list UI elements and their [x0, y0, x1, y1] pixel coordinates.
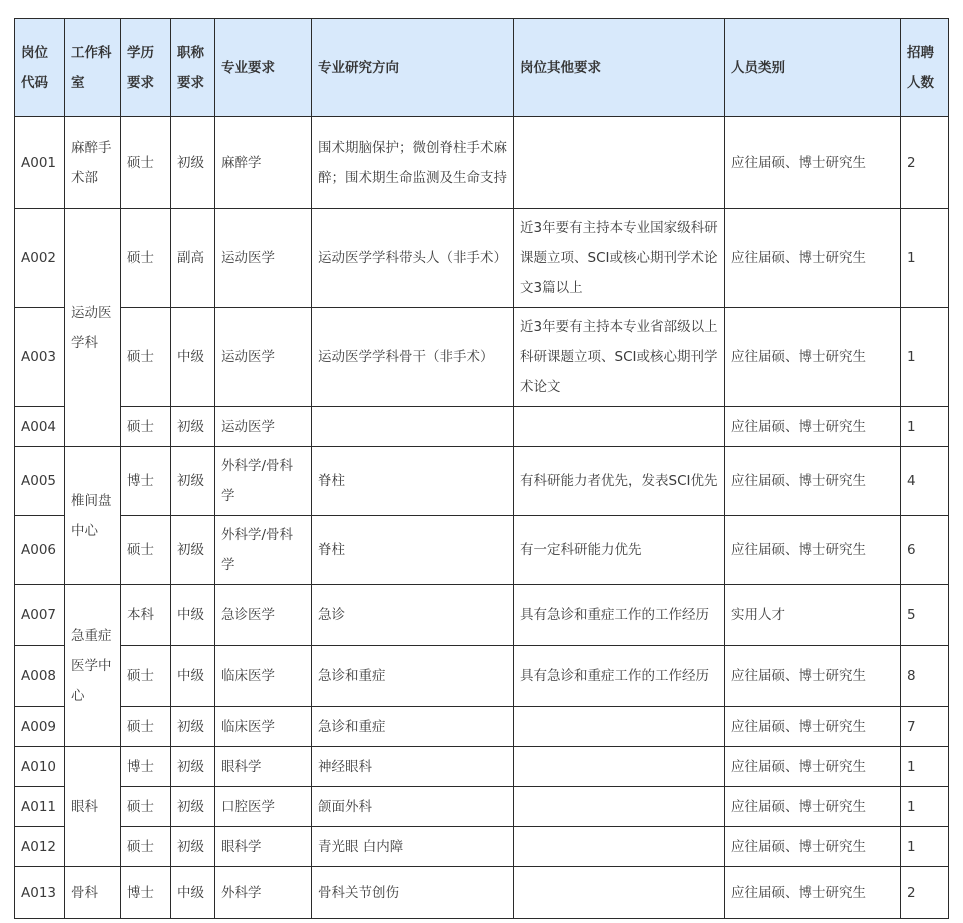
header-code: 岗位代码: [15, 19, 65, 117]
cell-edu: 硕士: [121, 646, 171, 707]
cell-other: 近3年要有主持本专业省部级以上科研课题立项、SCI或核心期刊学术论文: [514, 308, 725, 407]
cell-code: A006: [15, 516, 65, 585]
cell-count: 2: [901, 867, 949, 919]
cell-other: [514, 867, 725, 919]
cell-category: 应往届硕、博士研究生: [725, 209, 901, 308]
cell-title: 中级: [171, 585, 215, 646]
cell-direction: 围术期脑保护；微创脊柱手术麻醉；围术期生命监测及生命支持: [312, 117, 514, 209]
cell-direction: [312, 407, 514, 447]
cell-other: [514, 707, 725, 747]
cell-other: 有一定科研能力优先: [514, 516, 725, 585]
table-row: [15, 827, 949, 867]
cell-category: 应往届硕、博士研究生: [725, 646, 901, 707]
cell-major: 急诊医学: [215, 585, 312, 646]
cell-count: 1: [901, 747, 949, 787]
cell-edu: 博士: [121, 867, 171, 919]
cell-other: [514, 827, 725, 867]
header-category: 人员类别: [725, 19, 901, 117]
cell-code: A007: [15, 585, 65, 646]
table-row: [15, 585, 949, 646]
cell-title: 初级: [171, 407, 215, 447]
cell-other: 具有急诊和重症工作的工作经历: [514, 646, 725, 707]
cell-edu: 硕士: [121, 117, 171, 209]
cell-title: 中级: [171, 646, 215, 707]
cell-count: 1: [901, 787, 949, 827]
cell-dept: 眼科: [65, 747, 121, 867]
cell-code: A003: [15, 308, 65, 407]
cell-other: [514, 747, 725, 787]
cell-dept: 急重症医学中心: [65, 585, 121, 747]
table-row: [15, 407, 949, 447]
header-edu: 学历要求: [121, 19, 171, 117]
cell-title: 中级: [171, 867, 215, 919]
cell-title: 初级: [171, 117, 215, 209]
cell-edu: 硕士: [121, 407, 171, 447]
table-row: [15, 707, 949, 747]
cell-direction: 脊柱: [312, 447, 514, 516]
cell-title: 中级: [171, 308, 215, 407]
cell-edu: 硕士: [121, 209, 171, 308]
header-major: 专业要求: [215, 19, 312, 117]
cell-code: A010: [15, 747, 65, 787]
cell-other: [514, 407, 725, 447]
cell-other: [514, 787, 725, 827]
cell-dept: 运动医学科: [65, 209, 121, 447]
cell-count: 6: [901, 516, 949, 585]
cell-title: 初级: [171, 516, 215, 585]
cell-category: 应往届硕、博士研究生: [725, 447, 901, 516]
cell-direction: 急诊: [312, 585, 514, 646]
cell-major: 运动医学: [215, 209, 312, 308]
cell-category: 应往届硕、博士研究生: [725, 827, 901, 867]
cell-dept: 骨科: [65, 867, 121, 919]
cell-direction: 运动医学学科带头人（非手术）: [312, 209, 514, 308]
cell-direction: 颌面外科: [312, 787, 514, 827]
header-dept: 工作科室: [65, 19, 121, 117]
cell-code: A011: [15, 787, 65, 827]
cell-direction: 急诊和重症: [312, 707, 514, 747]
cell-title: 初级: [171, 747, 215, 787]
cell-count: 1: [901, 209, 949, 308]
cell-code: A013: [15, 867, 65, 919]
cell-count: 4: [901, 447, 949, 516]
cell-other: [514, 117, 725, 209]
table-row: [15, 646, 949, 707]
table-row: [15, 209, 949, 308]
cell-category: 实用人才: [725, 585, 901, 646]
table-row: [15, 516, 949, 585]
table-row: [15, 308, 949, 407]
cell-major: 临床医学: [215, 707, 312, 747]
cell-major: 外科学/骨科学: [215, 516, 312, 585]
cell-edu: 硕士: [121, 827, 171, 867]
cell-category: 应往届硕、博士研究生: [725, 787, 901, 827]
cell-code: A009: [15, 707, 65, 747]
cell-count: 2: [901, 117, 949, 209]
cell-edu: 硕士: [121, 787, 171, 827]
cell-edu: 硕士: [121, 516, 171, 585]
cell-edu: 博士: [121, 447, 171, 516]
cell-edu: 硕士: [121, 308, 171, 407]
cell-category: 应往届硕、博士研究生: [725, 516, 901, 585]
cell-other: 具有急诊和重症工作的工作经历: [514, 585, 725, 646]
cell-title: 初级: [171, 707, 215, 747]
cell-major: 眼科学: [215, 747, 312, 787]
table-row: [15, 447, 949, 516]
cell-dept: 椎间盘中心: [65, 447, 121, 585]
table-row: [15, 747, 949, 787]
cell-category: 应往届硕、博士研究生: [725, 747, 901, 787]
cell-count: 7: [901, 707, 949, 747]
table-row: [15, 787, 949, 827]
cell-code: A005: [15, 447, 65, 516]
recruitment-table: [14, 18, 949, 919]
cell-count: 8: [901, 646, 949, 707]
cell-code: A002: [15, 209, 65, 308]
cell-category: 应往届硕、博士研究生: [725, 867, 901, 919]
cell-major: 口腔医学: [215, 787, 312, 827]
cell-major: 运动医学: [215, 407, 312, 447]
cell-code: A008: [15, 646, 65, 707]
cell-major: 外科学: [215, 867, 312, 919]
cell-direction: 脊柱: [312, 516, 514, 585]
cell-title: 初级: [171, 447, 215, 516]
cell-direction: 急诊和重症: [312, 646, 514, 707]
cell-edu: 博士: [121, 747, 171, 787]
cell-major: 外科学/骨科学: [215, 447, 312, 516]
cell-title: 初级: [171, 787, 215, 827]
header-row: [15, 19, 949, 117]
cell-category: 应往届硕、博士研究生: [725, 308, 901, 407]
header-direction: 专业研究方向: [312, 19, 514, 117]
header-title: 职称要求: [171, 19, 215, 117]
cell-major: 运动医学: [215, 308, 312, 407]
cell-direction: 青光眼 白内障: [312, 827, 514, 867]
cell-category: 应往届硕、博士研究生: [725, 707, 901, 747]
cell-direction: 骨科关节创伤: [312, 867, 514, 919]
cell-count: 1: [901, 308, 949, 407]
header-count: 招聘人数: [901, 19, 949, 117]
cell-other: 有科研能力者优先，发表SCI优先: [514, 447, 725, 516]
cell-count: 5: [901, 585, 949, 646]
cell-direction: 神经眼科: [312, 747, 514, 787]
cell-major: 临床医学: [215, 646, 312, 707]
cell-count: 1: [901, 407, 949, 447]
cell-code: A001: [15, 117, 65, 209]
cell-major: 麻醉学: [215, 117, 312, 209]
cell-title: 副高: [171, 209, 215, 308]
table-row: [15, 117, 949, 209]
cell-other: 近3年要有主持本专业国家级科研课题立项、SCI或核心期刊学术论文3篇以上: [514, 209, 725, 308]
cell-title: 初级: [171, 827, 215, 867]
cell-major: 眼科学: [215, 827, 312, 867]
header-other: 岗位其他要求: [514, 19, 725, 117]
cell-dept: 麻醉手术部: [65, 117, 121, 209]
cell-category: 应往届硕、博士研究生: [725, 117, 901, 209]
table-row: [15, 867, 949, 919]
cell-direction: 运动医学学科骨干（非手术）: [312, 308, 514, 407]
cell-category: 应往届硕、博士研究生: [725, 407, 901, 447]
cell-edu: 硕士: [121, 707, 171, 747]
cell-count: 1: [901, 827, 949, 867]
cell-code: A012: [15, 827, 65, 867]
cell-edu: 本科: [121, 585, 171, 646]
cell-code: A004: [15, 407, 65, 447]
